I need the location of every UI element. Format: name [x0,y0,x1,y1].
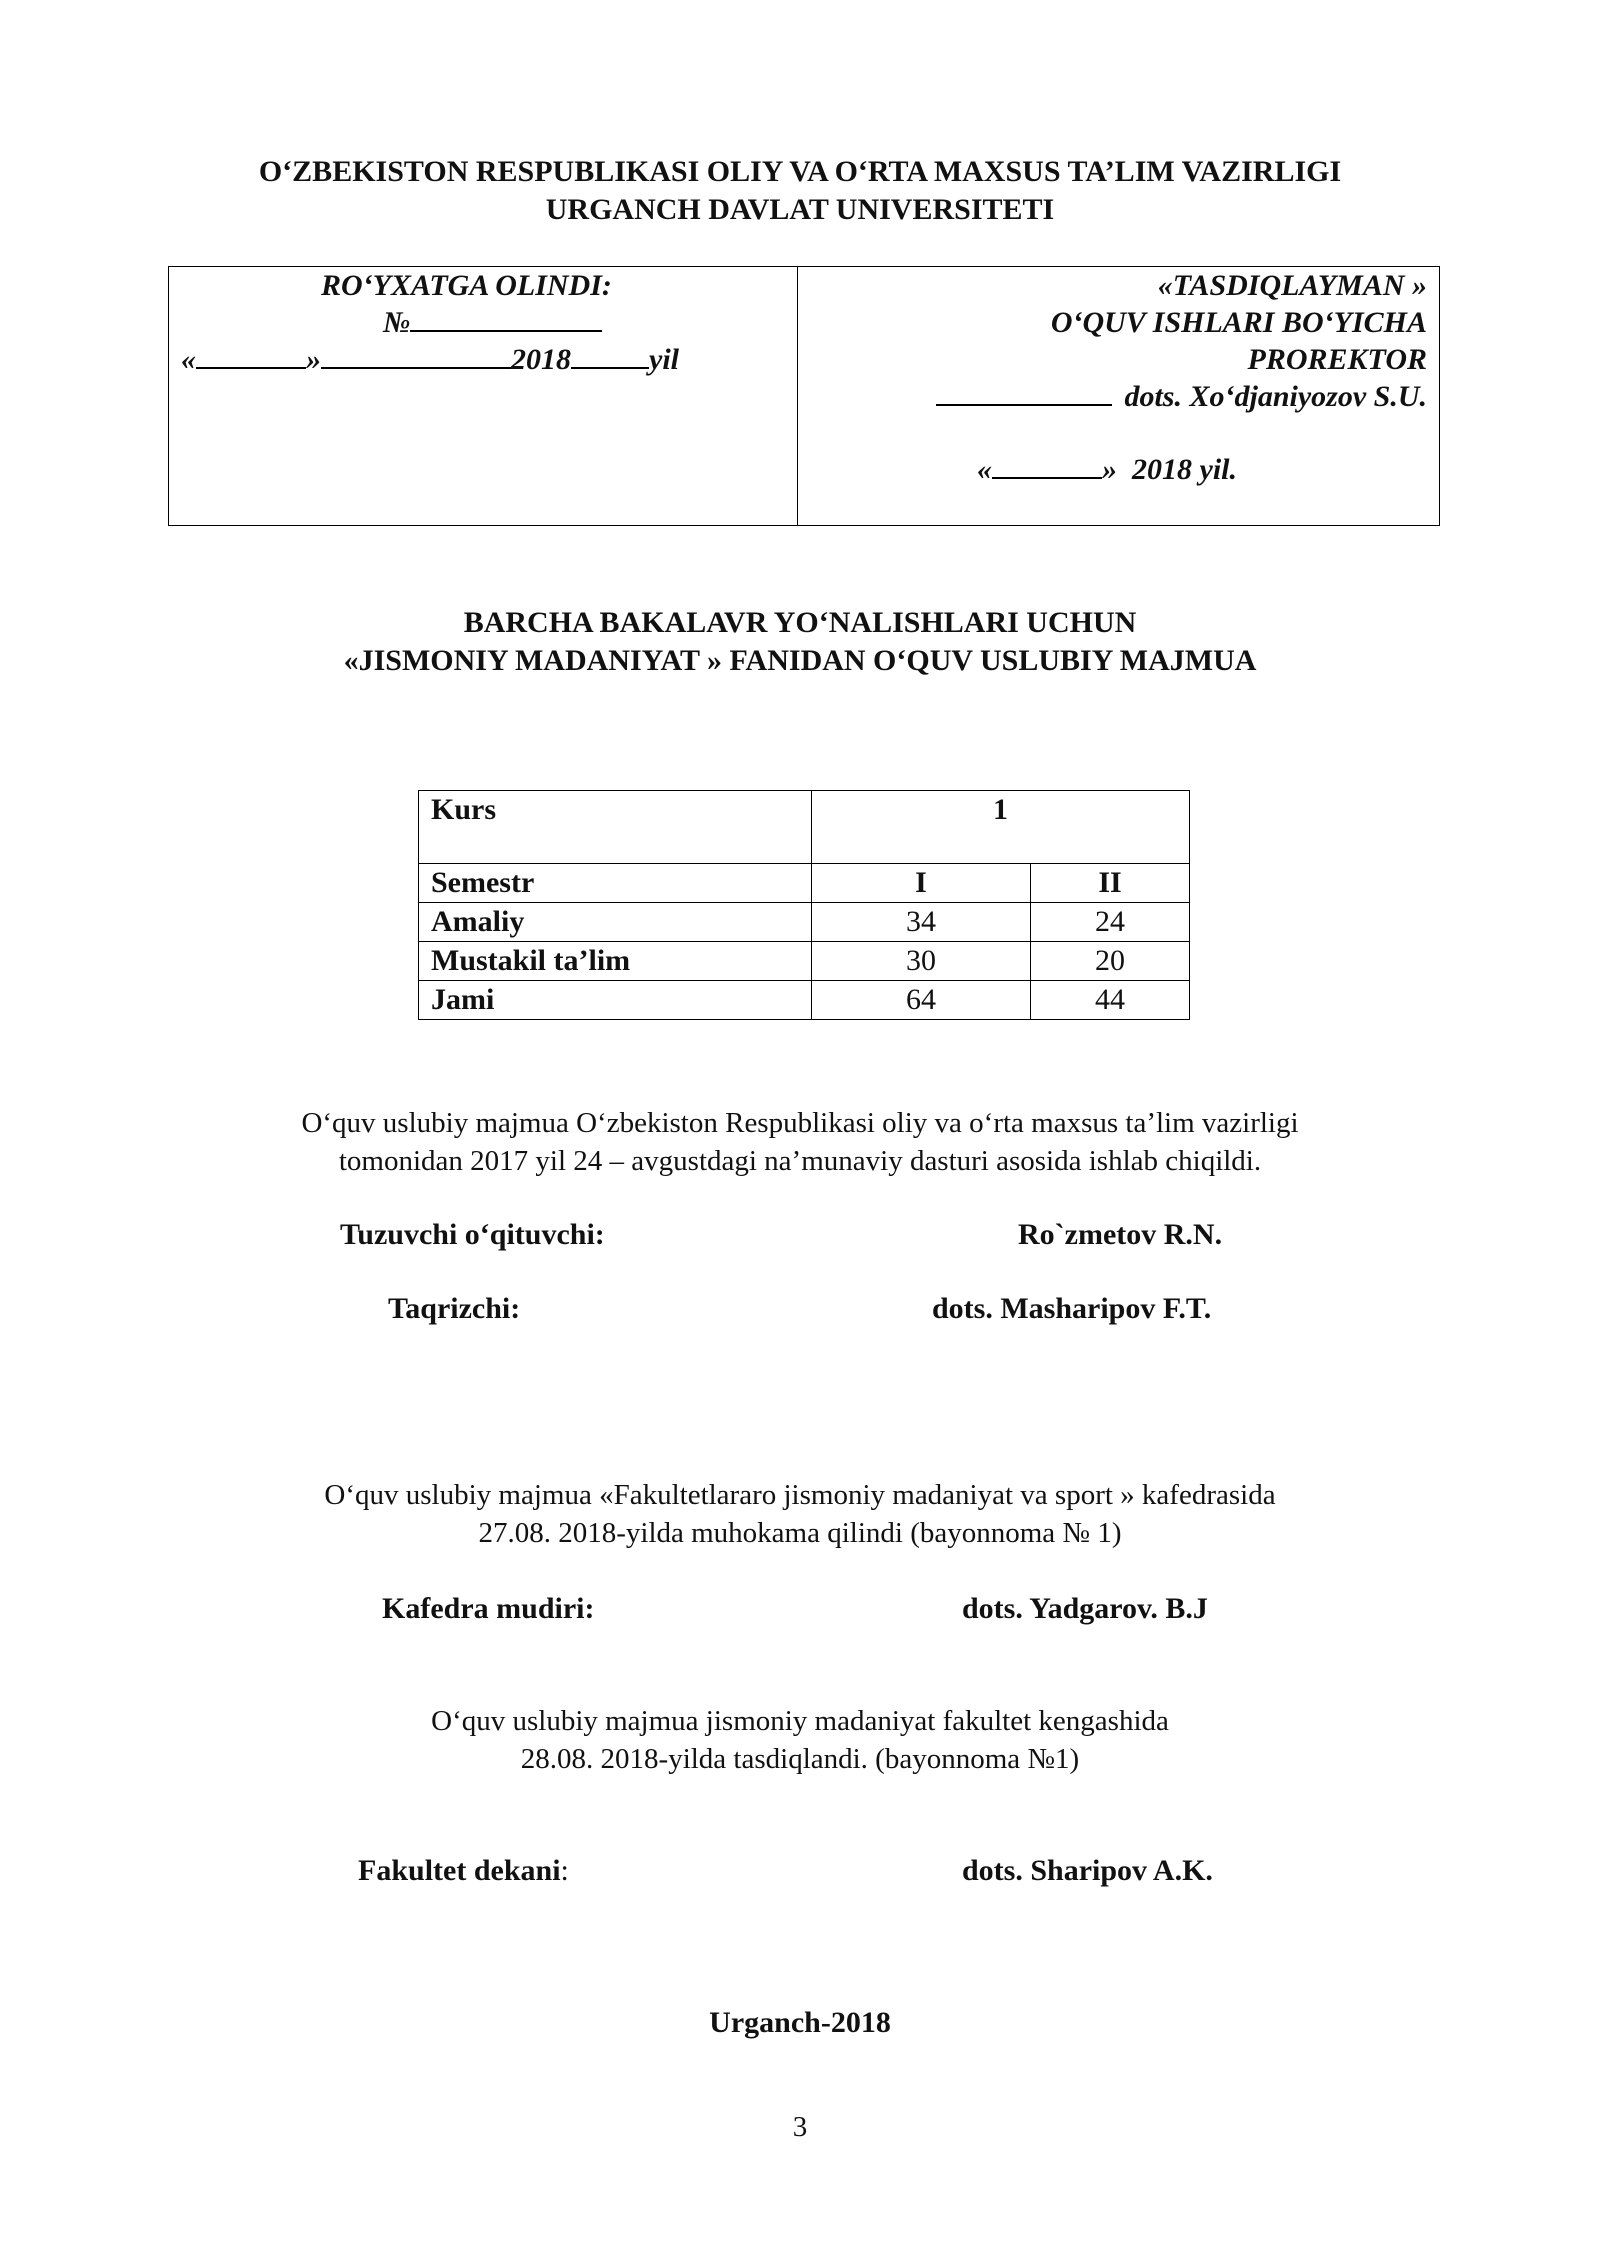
row-label: Mustakil ta’lim [419,942,812,981]
number-label: № [383,306,411,339]
university-heading: URGANCH DAVLAT UNIVERSITETI [545,193,1055,226]
approval-date-line [809,451,1427,488]
registration-year: 2018 [511,343,571,376]
reviewer-label: Taqrizchi: [388,1292,521,1325]
ministry-heading: O‘ZBEKISTON RESPUBLIKASI OLIY VA O‘RTA MAXSUS TA’LIM VAZIRLIGI [258,155,1342,188]
dept-head-label: Kafedra mudiri: [382,1592,595,1625]
dean-name: dots. Sharipov A.K. [962,1854,1213,1887]
table-row [419,981,1190,1020]
approval-signer-line [809,378,1427,415]
month-blank [321,341,511,369]
compiler-name: Ro`zmetov R.N. [1018,1218,1223,1251]
approval-line2: PROREKTOR [1247,343,1427,376]
document-title-line1: BARCHA BAKALAVR YO‘NALISHLARI UCHUN [463,606,1137,639]
dean-label-line [358,1852,569,1890]
approval-box [168,266,1440,526]
dean-label: Fakultet dekani [358,1854,561,1887]
number-blank [410,304,602,332]
quote-open: « [181,343,196,376]
row-value-sem2: 20 [1031,942,1190,981]
discussion-paragraph-line1: O‘quv uslubiy majmua «Fakultetlararo jismoniy madaniyat va sport » kafedrasida [324,1479,1276,1511]
signature-blank [936,378,1112,406]
year-blank [571,341,649,369]
registration-number-line [181,304,791,341]
year-suffix: yil [649,343,679,376]
dept-head-name: dots. Yadgarov. B.J [962,1592,1208,1625]
city-year: Urganch-2018 [709,2006,891,2039]
approval-line1: O‘QUV ISHLARI BO‘YICHA [1050,306,1427,339]
approval-block [809,267,1427,488]
table-row [419,942,1190,981]
document-title-line2: «JISMONIY MADANIYAT » FANIDAN O‘QUV USLUBIY MAJMUA [343,644,1257,677]
row-label: Jami [419,981,812,1020]
kurs-label: Kurs [419,791,812,864]
page-number: 3 [792,2111,808,2143]
row-value-sem1: 30 [812,942,1031,981]
quote-open: « [977,453,992,486]
approval-date-tail: 2018 yil. [1132,453,1237,486]
row-value-sem2: 44 [1031,981,1190,1020]
kurs-value: 1 [812,791,1190,864]
intro-paragraph-line1: O‘quv uslubiy majmua O‘zbekiston Respublikasi oliy va o‘rta maxsus ta’lim vazirligi [301,1107,1299,1139]
row-label: Amaliy [419,903,812,942]
compiler-label: Tuzuvchi o‘qituvchi: [340,1218,605,1251]
approval-title: «TASDIQLAYMAN » [1157,269,1427,302]
table-row [419,903,1190,942]
approval-paragraph-line2: 28.08. 2018-yilda tasdiqlandi. (bayonnoma №1) [520,1743,1080,1775]
registration-title: RO‘YXATGA OLINDI: [321,269,612,302]
semester-2: II [1031,864,1190,903]
semester-1: I [812,864,1031,903]
quote-close: » [1102,453,1117,486]
dean-colon: : [560,1854,569,1887]
row-value-sem2: 24 [1031,903,1190,942]
registration-date-line [181,341,791,378]
table-row [419,791,1190,864]
hours-table [418,790,1190,1020]
approval-signer: dots. Xo‘djaniyozov S.U. [1124,380,1427,413]
semestr-label: Semestr [419,864,812,903]
approval-day-blank [992,451,1102,479]
day-blank [196,341,306,369]
quote-close: » [306,343,321,376]
registration-block [181,267,791,378]
discussion-paragraph-line2: 27.08. 2018-yilda muhokama qilindi (bayonnoma № 1) [478,1517,1122,1549]
approval-paragraph-line1: O‘quv uslubiy majmua jismoniy madaniyat fakultet kengashida [431,1705,1169,1737]
reviewer-name: dots. Masharipov F.T. [932,1292,1212,1325]
approval-divider [797,267,798,525]
row-value-sem1: 34 [812,903,1031,942]
row-value-sem1: 64 [812,981,1031,1020]
intro-paragraph-line2: tomonidan 2017 yil 24 – avgustdagi na’munaviy dasturi asosida ishlab chiqildi. [338,1145,1262,1177]
table-row [419,864,1190,903]
